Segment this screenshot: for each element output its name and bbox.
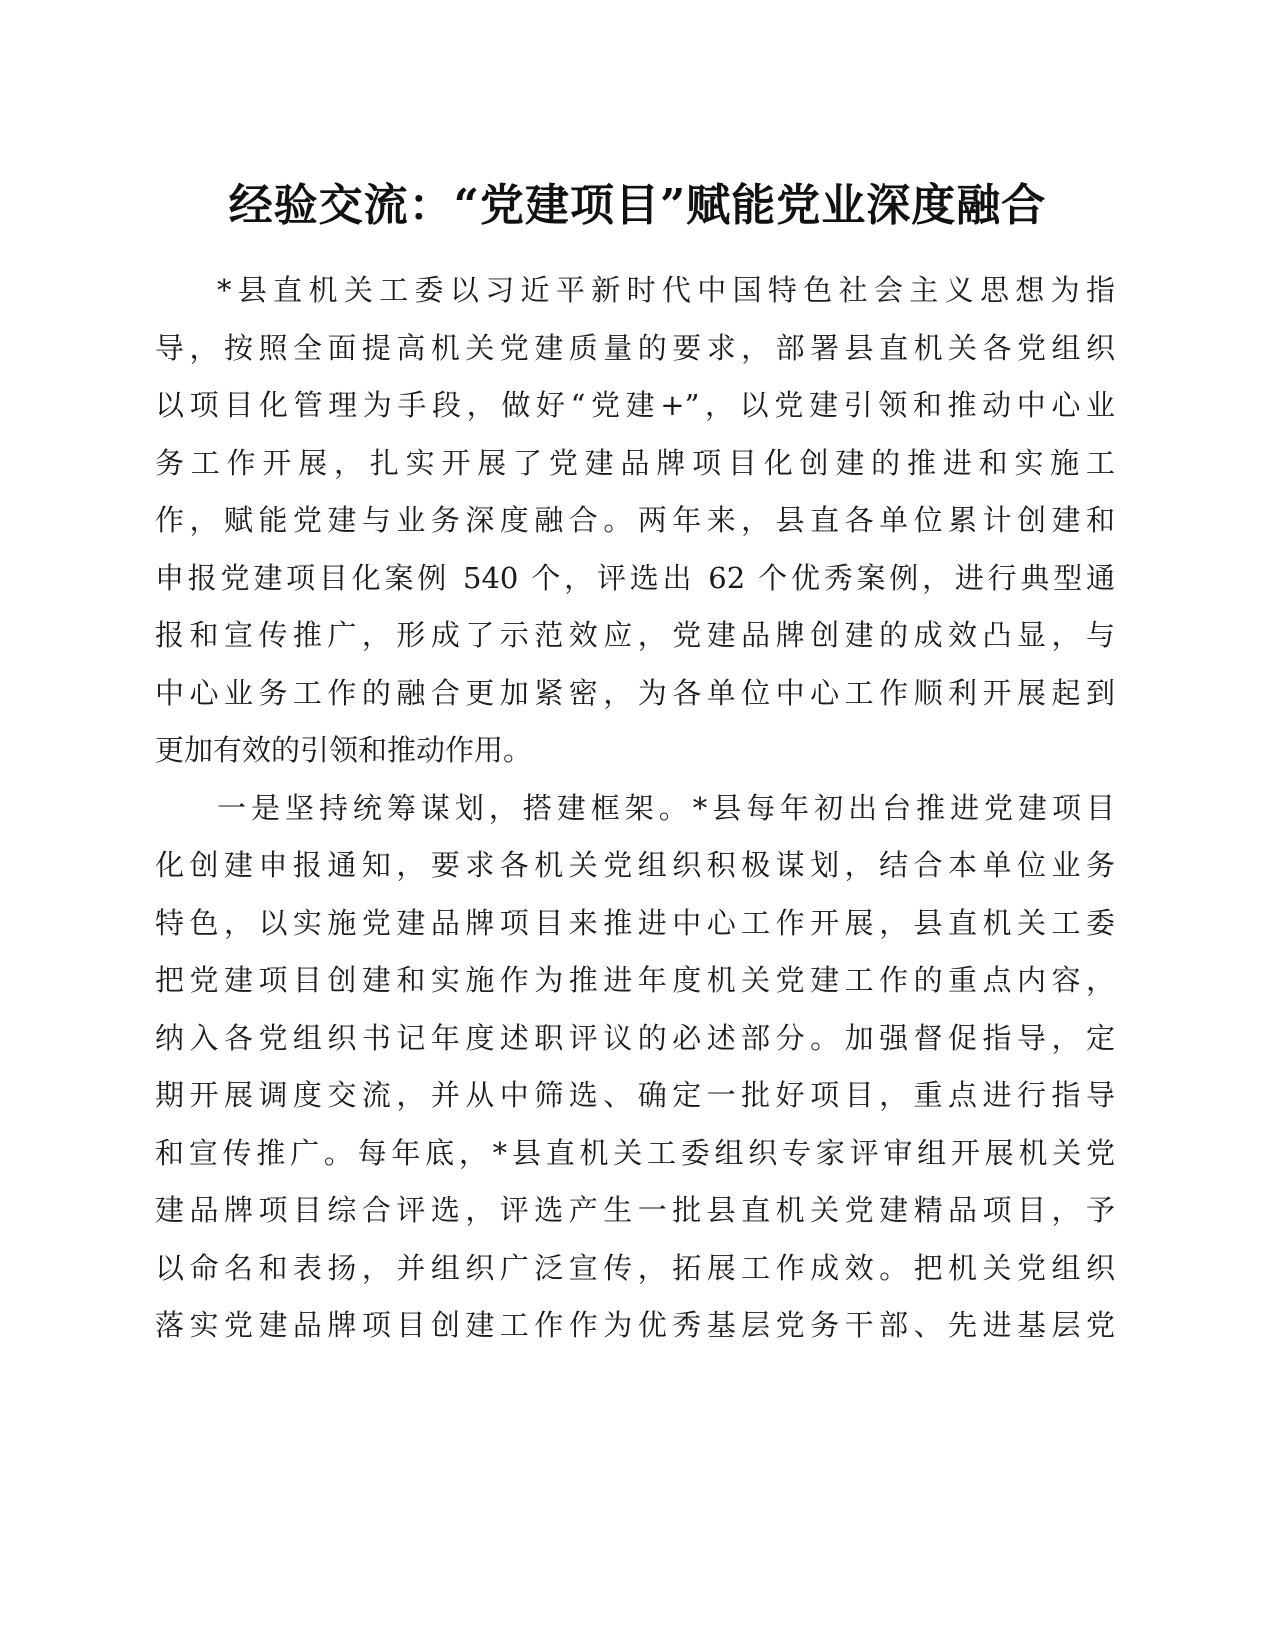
text-line: 期开展调度交流，并从中筛选、确定一批好项目，重点进行指导 bbox=[155, 1078, 1115, 1112]
text-line: 建品牌项目综合评选，评选产生一批县直机关党建精品项目，予 bbox=[155, 1193, 1115, 1227]
text-line: 和宣传推广。每年底，*县直机关工委组织专家评审组开展机关党 bbox=[155, 1135, 1115, 1170]
paragraph-point-one bbox=[155, 780, 1115, 1355]
document-body bbox=[155, 262, 1115, 1355]
text-line: 纳入各党组织书记年度述职评议的必述部分。加强督促指导，定 bbox=[155, 1020, 1115, 1055]
text-line: 中心业务工作的融合更加紧密，为各单位中心工作顺利开展起到 bbox=[155, 675, 1115, 710]
text-line: 导，按照全面提高机关党建质量的要求，部署县直机关各党组织 bbox=[155, 330, 1115, 365]
text-line: 务工作开展，扎实开展了党建品牌项目化创建的推进和实施工 bbox=[155, 445, 1115, 480]
text-line: 作，赋能党建与业务深度融合。两年来，县直各单位累计创建和 bbox=[155, 503, 1115, 537]
text-line: 把党建项目创建和实施作为推进年度机关党建工作的重点内容， bbox=[155, 963, 1115, 997]
document-title: 经验交流：“党建项目”赋能党业深度融合 bbox=[228, 180, 1047, 231]
text-line: 特色，以实施党建品牌项目来推进中心工作开展，县直机关工委 bbox=[155, 905, 1115, 940]
text-line: 以项目化管理为手段，做好“党建+”，以党建引领和推动中心业 bbox=[155, 388, 1115, 422]
text-line: *县直机关工委以习近平新时代中国特色社会主义思想为指 bbox=[217, 273, 1115, 307]
text-line: 更加有效的引领和推动作用。 bbox=[155, 733, 533, 767]
text-line: 落实党建品牌项目创建工作作为优秀基层党务干部、先进基层党 bbox=[155, 1308, 1115, 1342]
text-line: 一是坚持统筹谋划，搭建框架。*县每年初出台推进党建项目 bbox=[217, 790, 1115, 825]
text-line: 化创建申报通知，要求各机关党组织积极谋划，结合本单位业务 bbox=[155, 848, 1115, 882]
text-line: 报和宣传推广，形成了示范效应，党建品牌创建的成效凸显，与 bbox=[155, 618, 1115, 652]
text-line: 申报党建项目化案例 540 个，评选出 62 个优秀案例，进行典型通 bbox=[155, 560, 1115, 595]
text-line: 以命名和表扬，并组织广泛宣传，拓展工作成效。把机关党组织 bbox=[155, 1250, 1115, 1285]
paragraph-intro bbox=[155, 262, 1115, 780]
